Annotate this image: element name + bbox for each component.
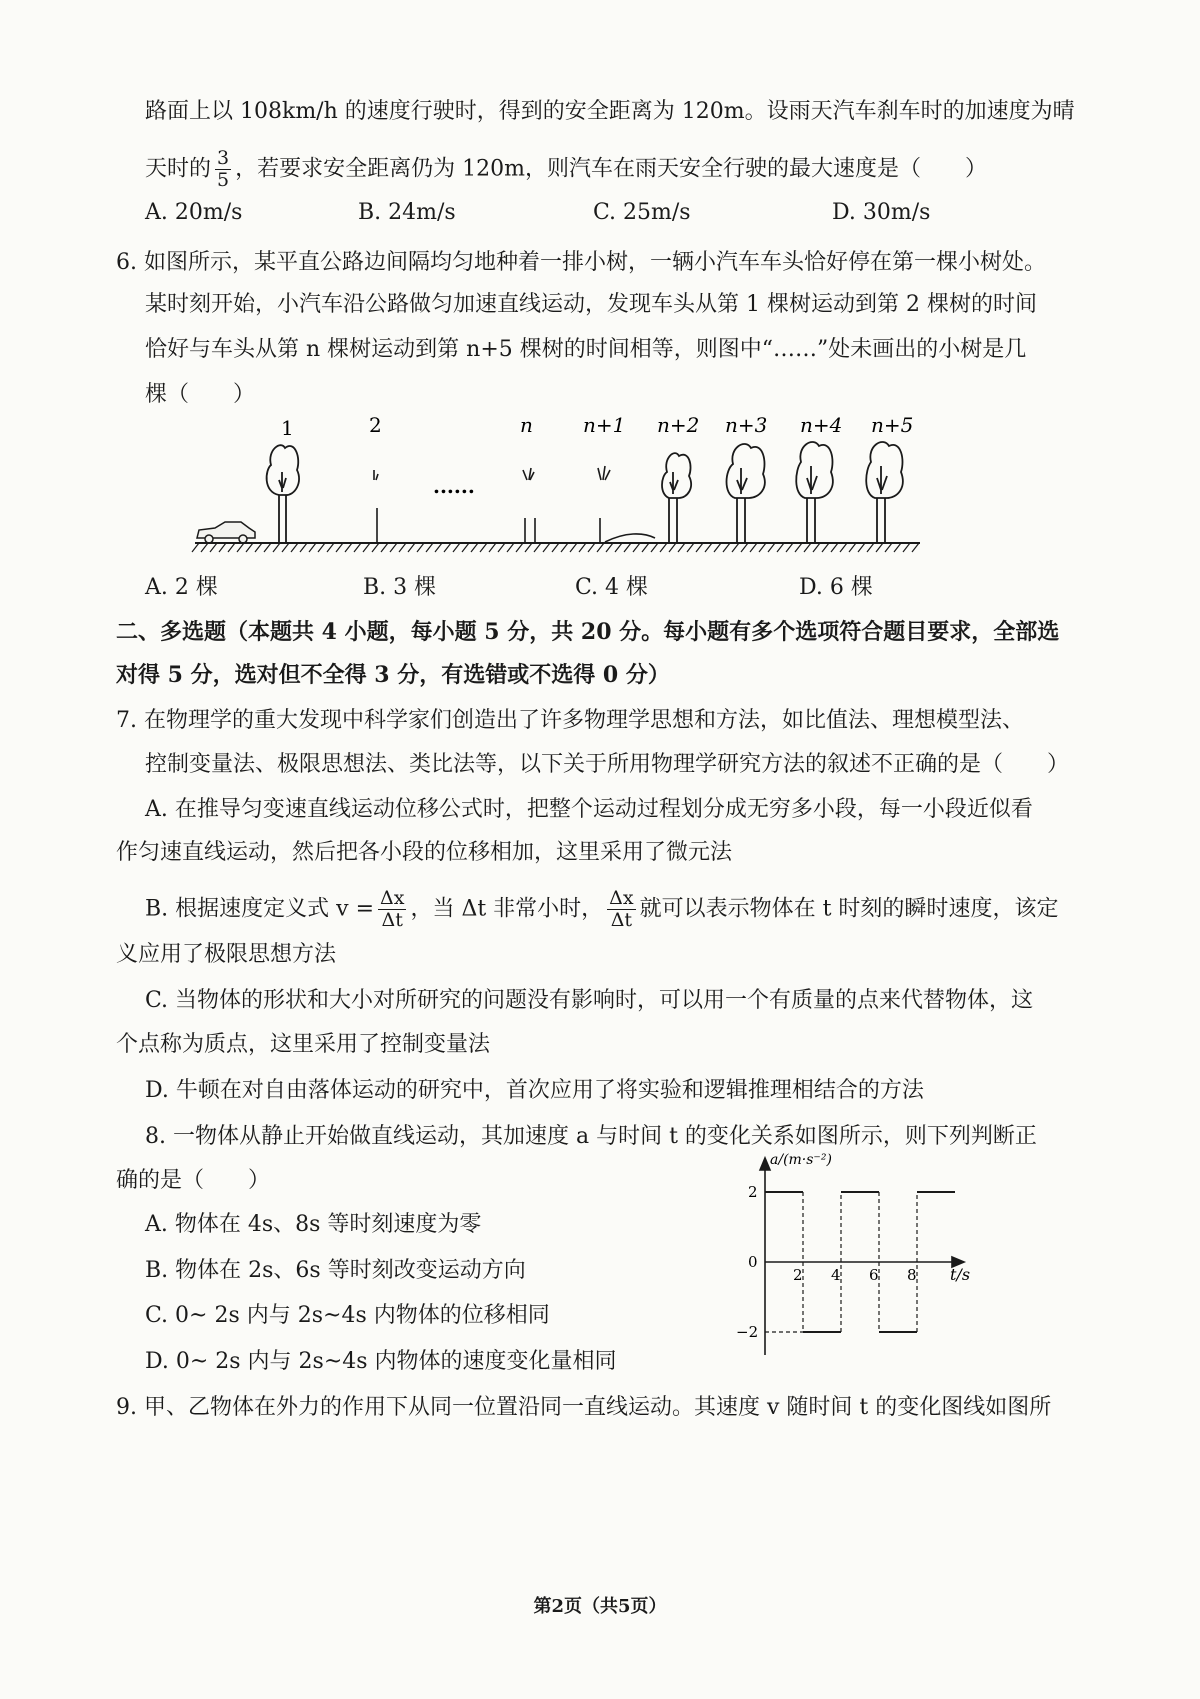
q6-option-d: D. 6 棵: [799, 575, 873, 600]
q8-text-line1: 8. 一物体从静止开始做直线运动，其加速度 a 与时间 t 的变化关系如图所示，则下列判断正: [145, 1124, 1037, 1149]
q8-option-c: C. 0~ 2s 内与 2s~4s 内物体的位移相同: [145, 1303, 550, 1328]
omitted-trees-dots: ......: [433, 474, 475, 498]
y-tick-label: 2: [748, 1183, 758, 1201]
tree-label-n5: n+5: [871, 413, 914, 437]
section2-heading-line2: 对得 5 分，选对但不全得 3 分，有选错或不选得 0 分）: [116, 662, 670, 688]
q7-text-line2: 控制变量法、极限思想法、类比法等，以下关于所用物理学研究方法的叙述不正确的是（ ）: [145, 752, 1070, 777]
tree-n3-icon: [727, 444, 765, 542]
q5-fraction: [215, 148, 231, 191]
q7-b-frac2-numerator: Δx: [609, 887, 634, 909]
tree-label-n1: n+1: [583, 413, 626, 437]
q9-text-line1: 9. 甲、乙物体在外力的作用下从同一位置沿同一直线运动。其速度 v 随时间 t 的变化图线如图所: [116, 1395, 1052, 1420]
acceleration-time-chart: [730, 1150, 990, 1365]
x-tick-label: 4: [831, 1266, 841, 1284]
q5-text-line2: [145, 148, 987, 191]
y-tick-label: 0: [748, 1253, 758, 1271]
tree-2-icon: [374, 470, 378, 542]
tree-n4-icon: [796, 442, 833, 542]
q5-line2-post: ，若要求安全距离仍为 120m，则汽车在雨天安全行驶的最大速度是（ ）: [235, 156, 987, 182]
y-tick-label: −2: [736, 1323, 759, 1341]
q6-option-c: C. 4 棵: [575, 575, 649, 600]
chart-x-label: t/s: [950, 1265, 971, 1284]
q7-b-frac2-denominator: Δt: [610, 909, 633, 931]
x-tick-label: 2: [793, 1266, 803, 1284]
q6-text-line3: 恰好与车头从第 n 棵树运动到第 n+5 棵树的时间相等，则图中“……”处未画出的小树是几: [145, 337, 1027, 362]
q7-b-pre: B. 根据速度定义式 v =: [145, 896, 375, 922]
q7-b-mid: ，当 Δt 非常小时，: [410, 896, 604, 922]
tree-label-n3: n+3: [725, 413, 768, 437]
q7-text-line1: 7. 在物理学的重大发现中科学家们创造出了许多物理学思想和方法，如比值法、理想模型法、: [116, 708, 1024, 733]
q7-option-d: D. 牛顿在对自由落体运动的研究中，首次应用了将实验和逻辑推理相结合的方法: [145, 1078, 924, 1103]
y-axis-arrow: [760, 1158, 770, 1170]
q7-b-frac1-numerator: Δx: [380, 887, 405, 909]
q7-option-c-line1: C. 当物体的形状和大小对所研究的问题没有影响时，可以用一个有质量的点来代替物体，这: [145, 988, 1034, 1013]
q5-text-line1: 路面上以 108km/h 的速度行驶时，得到的安全距离为 120m。设雨天汽车刹车时的加速度为晴: [145, 99, 1075, 124]
x-tick-label: 8: [907, 1266, 917, 1284]
q7-option-a-line1: A. 在推导匀变速直线运动位移公式时，把整个运动过程划分成无穷多小段，每一小段近似看: [145, 797, 1033, 822]
q5-frac-denominator: 5: [217, 169, 230, 191]
q7-b-post: 就可以表示物体在 t 时刻的瞬时速度，该定: [639, 896, 1059, 922]
q5-line2-pre: 天时的: [145, 156, 212, 182]
car-icon: [197, 522, 255, 543]
tree-label-1: 1: [281, 416, 294, 440]
q6-option-b: B. 3 棵: [363, 575, 437, 600]
q7-option-a-line2: 作匀速直线运动，然后把各小段的位移相加，这里采用了微元法: [116, 840, 733, 865]
q8-option-b: B. 物体在 2s、6s 等时刻改变运动方向: [145, 1258, 526, 1283]
tree-label-n: n: [520, 413, 533, 437]
q7-b-fraction-2: [607, 888, 635, 931]
q6-text-line2: 某时刻开始，小汽车沿公路做匀加速直线运动，发现车头从第 1 棵树运动到第 2 棵树的时间: [145, 292, 1037, 317]
q7-b-frac1-denominator: Δt: [381, 909, 403, 931]
q6-text-line1: 6. 如图所示，某平直公路边间隔均匀地种着一排小树，一辆小汽车车头恰好停在第一棵小树处。: [116, 250, 1046, 275]
section2-heading-line1: 二、多选题（本题共 4 小题，每小题 5 分，共 20 分。每小题有多个选项符合题目要求，全部选: [116, 619, 1060, 645]
tree-n1-icon: [598, 466, 655, 542]
tree-n2-icon: [662, 453, 691, 542]
q5-option-a: A. 20m/s: [145, 200, 243, 225]
q8-option-a: A. 物体在 4s、8s 等时刻速度为零: [145, 1212, 482, 1237]
q8-text-line2: 确的是（ ）: [116, 1168, 271, 1193]
q8-option-d: D. 0~ 2s 内与 2s~4s 内物体的速度变化量相同: [145, 1349, 617, 1374]
q7-b-fraction-1: [378, 888, 406, 931]
q5-option-d: D. 30m/s: [832, 200, 931, 225]
tree-label-n4: n+4: [800, 413, 843, 437]
tree-n-icon: [523, 468, 535, 542]
road-hatching: [192, 543, 919, 552]
q7-option-b-line2: 义应用了极限思想方法: [116, 942, 337, 967]
q5-frac-numerator: 3: [217, 147, 230, 169]
tree-label-2: 2: [369, 413, 382, 437]
q6-option-a: A. 2 棵: [145, 575, 218, 600]
chart-y-label: a/(m·s⁻²): [770, 1152, 832, 1168]
tree-label-n2: n+2: [657, 413, 700, 437]
tree-n5-icon: [866, 442, 903, 542]
q7-option-c-line2: 个点称为质点，这里采用了控制变量法: [116, 1032, 491, 1057]
q6-text-line4: 棵（ ）: [145, 382, 256, 407]
page-footer: 第2页（共5页）: [533, 1596, 667, 1617]
q5-option-b: B. 24m/s: [358, 200, 456, 225]
tree-road-figure: [185, 400, 930, 560]
x-tick-label: 6: [869, 1266, 879, 1284]
q7-option-b-line1: [145, 888, 1058, 931]
tree-1-icon: [267, 445, 299, 542]
q5-option-c: C. 25m/s: [593, 200, 691, 225]
